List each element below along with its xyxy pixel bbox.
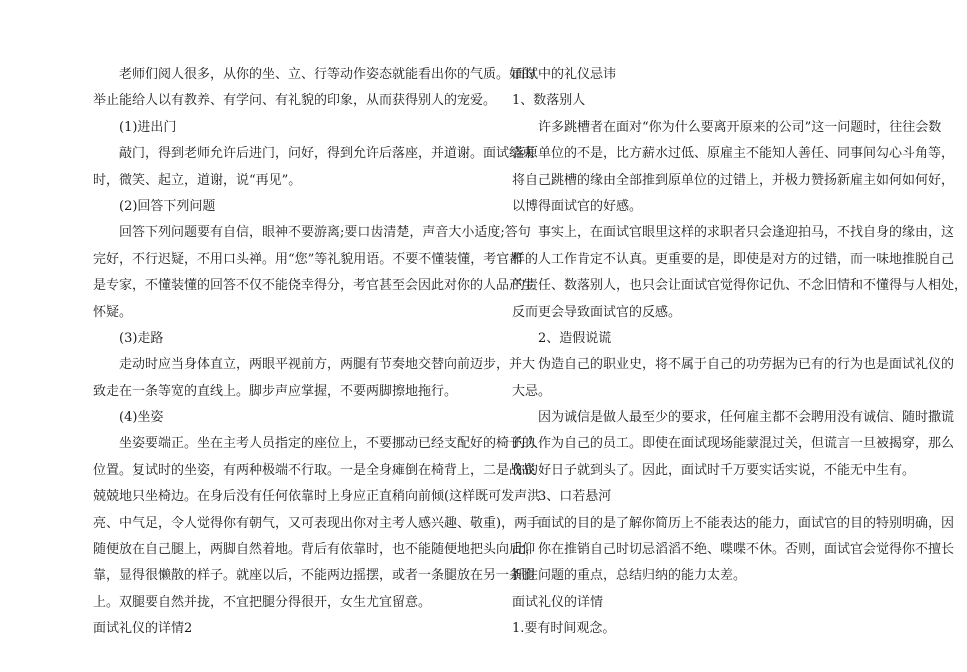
paragraph-line: 回答下列问题要有自信，眼神不要游离;要口齿清楚，声音大小适度;答句 [119, 225, 531, 241]
paragraph-line: 老师们阅人很多，从你的坐、立、行等动作姿态就能看出你的气质。好的 [119, 67, 536, 82]
section-heading: 面试礼仪的详情 [512, 594, 604, 610]
paragraph-line: 致走在一条等宽的直线上。脚步声应掌握，不要两脚擦地拖行。 [93, 383, 458, 399]
paragraph-line: 事实上，在面试官眼里这样的求职者只会逢迎拍马，不找自身的缘由，这 [538, 225, 955, 241]
paragraph-line: 敲门，得到老师允许后进门，问好，得到允许后落座，并道谢。面试结束 [119, 146, 536, 162]
paragraph-line: 完好，不行迟疑，不用口头禅。用“您”等礼貌用语。不要不懂装懂，考官都 [93, 251, 523, 267]
paragraph-line: 反而更会导致面试官的反感。 [512, 304, 682, 320]
paragraph-line: 随便放在自己腿上，两脚自然着地。背后有依靠时，也不能随便地把头向后仰 [93, 542, 536, 558]
paragraph-line: 靠，显得很懒散的样子。就座以后，不能两边摇摆，或者一条腿放在另一条腿 [93, 568, 536, 584]
paragraph-line: 怀疑。 [93, 304, 133, 320]
paragraph-line: 的责任、数落别人，也只会让面试官觉得你记仇、不念旧情和不懂得与人相处， [512, 278, 967, 294]
paragraph-line: 伪造自己的职业史，将不属于自己的功劳据为已有的行为也是面试礼仪的 [538, 357, 955, 373]
paragraph-line: 你的好日子就到头了。因此，面试时千万要实话实说，不能无中生有。 [512, 462, 916, 478]
section-heading: (2)回答下列问题 [119, 198, 216, 214]
section-heading: 2、造假说谎 [538, 330, 612, 346]
section-heading: (4)坐姿 [119, 410, 164, 426]
section-heading: 面试礼仪的详情2 [93, 621, 193, 637]
section-heading: 面试中的礼仪忌讳 [512, 67, 617, 82]
paragraph-line: 大忌。 [512, 383, 552, 399]
section-heading: 1、数落别人 [512, 93, 586, 109]
paragraph-line: 因为诚信是做人最至少的要求，任何雇主都不会聘用没有诚信、随时撒谎 [538, 410, 955, 426]
paragraph-line: 落原单位的不是，比方薪水过低、原雇主不能知人善任、同事间勾心斗角等， [512, 146, 955, 162]
paragraph-line: 兢兢地只坐椅边。在身后没有任何依靠时上身应正直稍向前倾(这样既可发声洪 [93, 489, 541, 505]
paragraph-line: 1.要有时间观念。 [512, 621, 616, 637]
section-heading: (1)进出门 [119, 119, 177, 135]
paragraph-line: 坐姿要端正。坐在主考人员指定的座位上，不要挪动已经支配好的椅子的 [119, 436, 536, 452]
paragraph-line: 时，微笑、起立，道谢，说“再见”。 [93, 172, 302, 188]
paragraph-line: 抓住问题的重点，总结归纳的能力太差。 [512, 568, 747, 584]
paragraph-line: 许多跳槽者在面对“你为什么要离开原来的公司”这一问题时，往往会数 [538, 119, 942, 135]
paragraph-line: 走动时应当身体直立，两眼平视前方，两腿有节奏地交替向前迈步，并大 [119, 357, 536, 373]
paragraph-line: 的人作为自己的员工。即使在面试现场能蒙混过关，但谎言一旦被揭穿，那么 [512, 436, 955, 452]
section-heading: (3)走路 [119, 330, 164, 346]
paragraph-line: 此，你在推销自己时切忌滔滔不绝、喋喋不休。否则，面试官会觉得你不擅长 [512, 542, 955, 558]
paragraph-line: 举止能给人以有教养、有学问、有礼貌的印象，从而获得别人的宠爱。 [93, 93, 497, 109]
right-column [512, 62, 967, 643]
paragraph-line: 是专家，不懂装懂的回答不仅不能侥幸得分，考官甚至会因此对你的人品产生 [93, 278, 536, 294]
paragraph-line: 位置。复试时的坐姿，有两种极端不行取。一是全身瘫倒在椅背上，二是战战 [93, 462, 536, 478]
paragraph-line: 将自己跳槽的缘由全部推到原单位的过错上，并极力赞扬新雇主如何如何好， [512, 172, 955, 188]
paragraph-line: 面试的目的是了解你简历上不能表达的能力，面试官的目的特别明确，因 [538, 515, 955, 531]
paragraph-line: 亮、中气足，令人觉得你有朝气，又可表现出你对主考人感兴趣、敬重)，两手 [93, 515, 541, 531]
paragraph-line: 上。双腿要自然并拢，不宜把腿分得很开，女生尤宜留意。 [93, 594, 432, 610]
paragraph-line: 样的人工作肯定不认真。更重要的是，即使是对方的过错，而一味地推脱自己 [512, 251, 955, 267]
paragraph-line: 以博得面试官的好感。 [512, 198, 643, 214]
section-heading: 3、口若悬河 [538, 489, 612, 505]
